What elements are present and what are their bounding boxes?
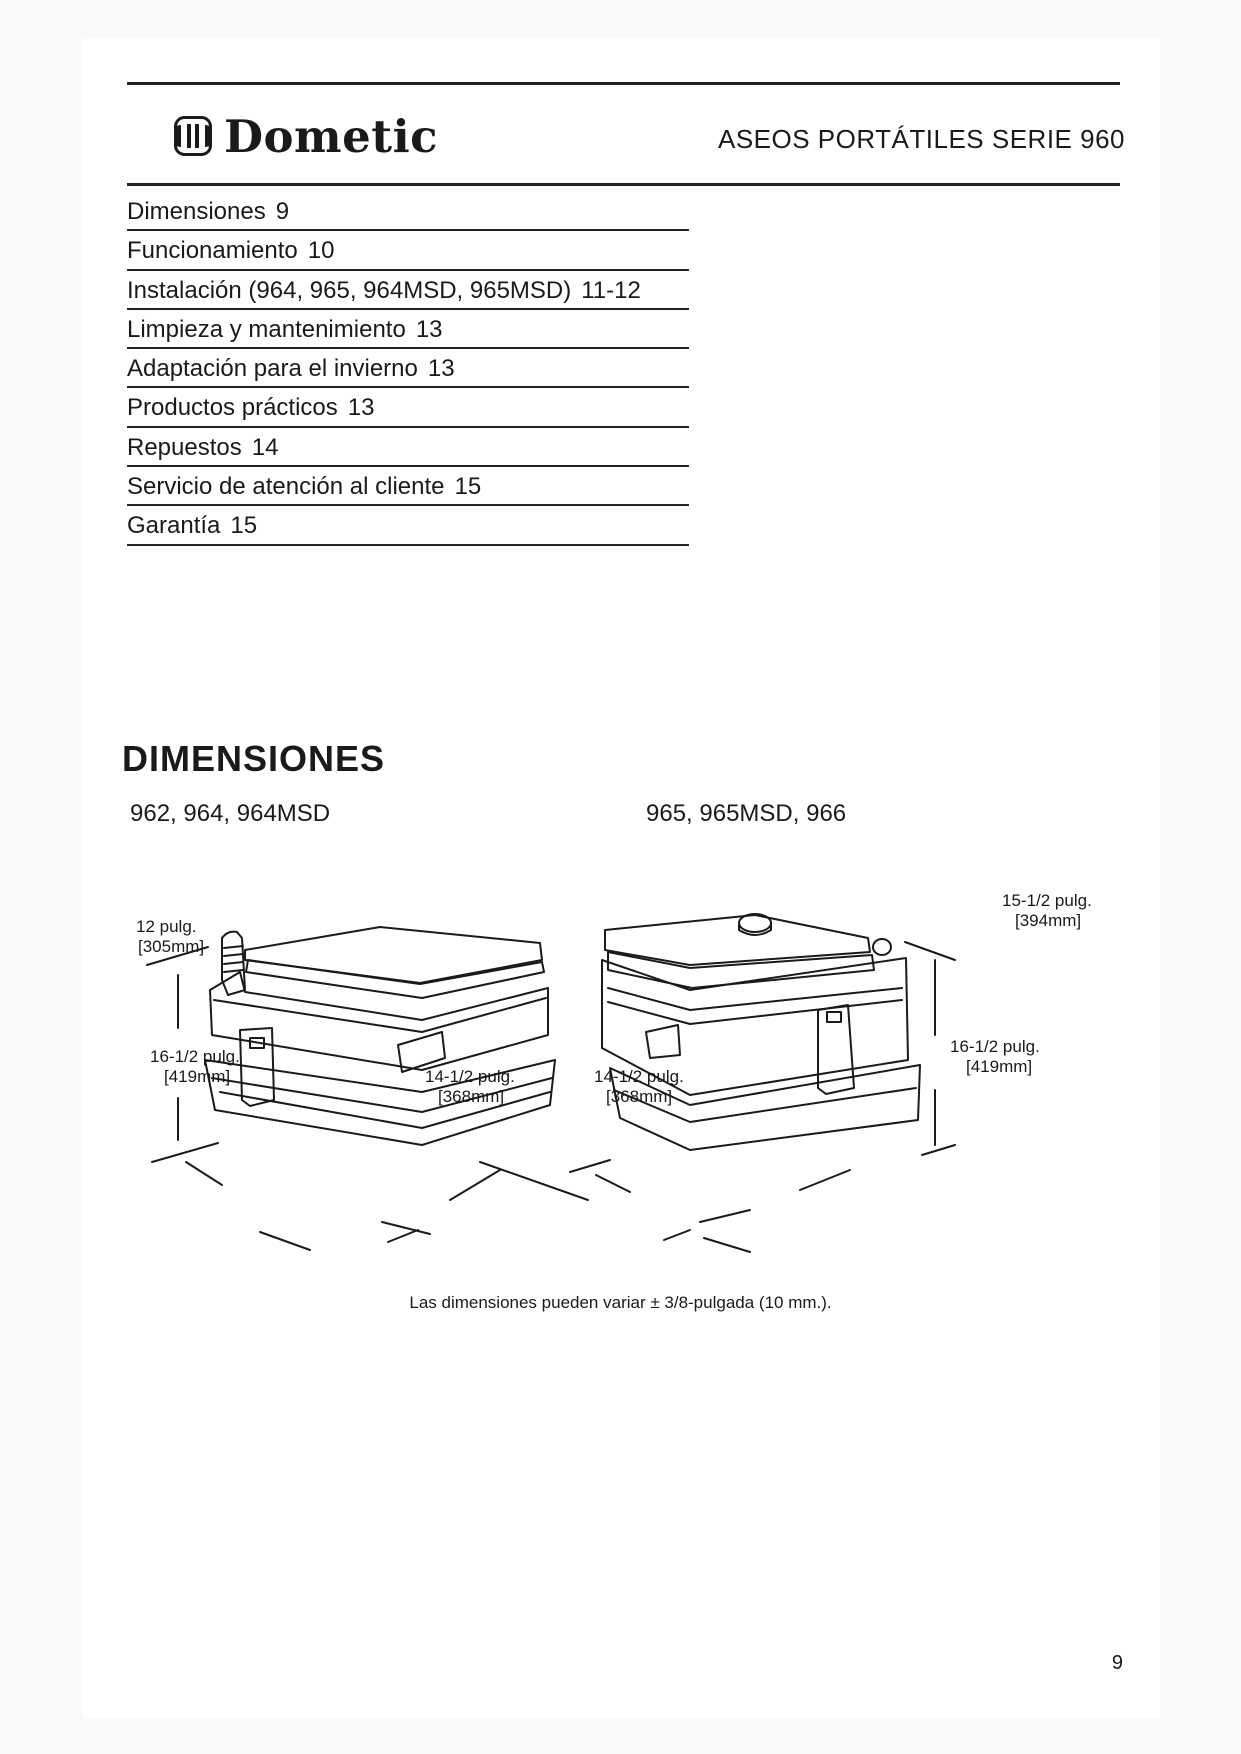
toc-item-label: Instalación (964, 965, 964MSD, 965MSD) (127, 276, 572, 304)
toc-item-page: 11-12 (581, 276, 641, 304)
toc-item-label: Garantía (127, 512, 221, 540)
left-width-metric: [419mm] (164, 1067, 231, 1086)
toc-item-label: Adaptación para el invierno (127, 355, 418, 383)
toc-item-label: Productos prácticos (127, 394, 338, 422)
toc-item-page: 15 (454, 473, 482, 501)
section-title: DIMENSIONES (122, 738, 386, 779)
toc-item-label: Limpieza y mantenimiento (127, 315, 406, 343)
toc-item-page: 10 (307, 237, 335, 265)
toc-item-productos[interactable] (127, 388, 689, 427)
left-height-metric: [305mm] (138, 937, 205, 956)
toc-item-label: Dimensiones (127, 198, 266, 225)
right-height-imperial: 15-1/2 pulg. (1002, 891, 1092, 910)
right-width-imperial: 16-1/2 pulg. (950, 1037, 1040, 1056)
header-rule-top (127, 82, 1120, 85)
left-depth-metric: [368mm] (438, 1087, 505, 1106)
toc-item-repuestos[interactable] (127, 428, 689, 467)
toc-item-servicio[interactable] (127, 467, 689, 506)
models-right-label: 965, 965MSD, 966 (646, 800, 847, 827)
toc-item-label: Repuestos (127, 433, 242, 461)
left-width-imperial: 16-1/2 pulg. (150, 1047, 240, 1066)
right-height-metric: [394mm] (1015, 911, 1082, 930)
dimensions-diagram (130, 860, 1130, 1260)
right-depth-metric: [368mm] (606, 1087, 673, 1106)
left-height-imperial: 12 pulg. (136, 917, 197, 936)
toc-item-label: Servicio de atención al cliente (127, 473, 445, 501)
page-number: 9 (1111, 1652, 1123, 1674)
right-depth-imperial: 14-1/2 pulg. (594, 1067, 684, 1086)
dometic-logo-icon (174, 116, 212, 156)
toc-item-label: Funcionamiento (127, 237, 298, 265)
toc-item-page: 15 (230, 512, 258, 540)
toc-item-page: 9 (275, 198, 290, 225)
toc-item-page: 13 (415, 315, 443, 343)
toc-item-garantia[interactable] (127, 506, 689, 545)
models-left-label: 962, 964, 964MSD (130, 800, 331, 827)
dimensions-note: Las dimensiones pueden variar ± 3/8-pulgada (10 mm.). (409, 1293, 832, 1312)
left-depth-imperial: 14-1/2 pulg. (425, 1067, 515, 1086)
header-rule-bottom (127, 183, 1120, 186)
toc-item-dimensiones[interactable] (127, 192, 689, 231)
toilet-left-illustration (147, 927, 588, 1250)
toc-item-limpieza[interactable] (127, 310, 689, 349)
toc-item-invierno[interactable] (127, 349, 689, 388)
document-title: ASEOS PORTÁTILES SERIE 960 (717, 124, 1125, 154)
brand-logo (174, 110, 438, 162)
brand-name: Dometic (224, 109, 439, 163)
toc-item-page: 13 (427, 355, 455, 383)
right-width-metric: [419mm] (966, 1057, 1033, 1076)
toc-item-funcionamiento[interactable] (127, 231, 689, 270)
toc-item-page: 14 (251, 433, 279, 461)
toc-item-page: 13 (347, 394, 375, 422)
table-of-contents (127, 192, 689, 546)
toc-item-instalacion[interactable] (127, 271, 689, 310)
